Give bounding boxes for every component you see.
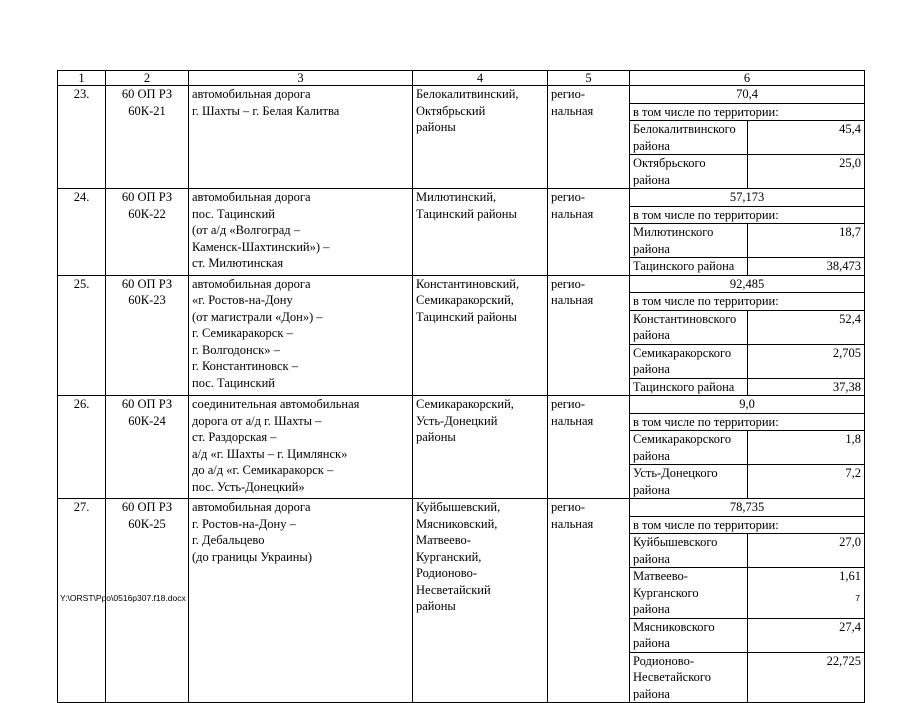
- page-number: 7: [855, 593, 860, 603]
- road-length-cell: [630, 275, 865, 396]
- district-label: Мясниковского района: [630, 618, 747, 652]
- length-breakdown: [630, 396, 864, 498]
- territory-caption: в том числе по территории:: [630, 206, 864, 224]
- table-row: [58, 189, 865, 276]
- road-type: регио- нальная: [548, 499, 630, 703]
- road-code: 60 ОП РЗ 60К-22: [106, 189, 189, 276]
- table-row: [58, 396, 865, 499]
- road-type: регио- нальная: [548, 86, 630, 189]
- district-length: 18,7: [747, 224, 864, 258]
- district-length: 38,473: [747, 258, 864, 275]
- territory-caption: в том числе по территории:: [630, 516, 864, 534]
- header-cell: 5: [548, 71, 630, 86]
- total-length: 78,735: [630, 499, 864, 516]
- road-name: автомобильная дорога «г. Ростов-на-Дону (от магистрали «Дон») – г. Семикаракорск – г. Волгодонск» – г. Константиновск – пос. Тацинский: [189, 275, 413, 396]
- table-row: [58, 275, 865, 396]
- footer-file-path: Y:\ORST\Ppo\0516p307.f18.docx: [60, 593, 186, 603]
- district-label: Октябрьского района: [633, 156, 706, 187]
- total-length: 9,0: [630, 396, 864, 413]
- road-length-cell: [630, 396, 865, 499]
- road-name: автомобильная дорога г. Ростов-на-Дону – г. Дебальцево (до границы Украины): [189, 499, 413, 703]
- road-code: 60 ОП РЗ 60К-24: [106, 396, 189, 499]
- district-length: 1,61: [747, 568, 864, 619]
- district-label: Тацинского района: [633, 259, 735, 273]
- district-length: 27,0: [747, 534, 864, 568]
- territory-caption: в том числе по территории:: [630, 413, 864, 431]
- district-length: 7,2: [747, 465, 864, 499]
- road-name: автомобильная дорога пос. Тацинский (от а/д «Волгоград – Каменск-Шахтинский») – ст. Милютинская: [189, 189, 413, 276]
- road-name: соединительная автомобильная дорога от а/д г. Шахты – ст. Раздорская – а/д «г. Шахты – г. Цимлянск» до а/д «г. Семикаракорск – пос. Усть-Донецкий»: [189, 396, 413, 499]
- district-length: 45,4: [747, 121, 864, 155]
- road-name: автомобильная дорога г. Шахты – г. Белая Калитва: [189, 86, 413, 189]
- road-type: регио- нальная: [548, 396, 630, 499]
- road-length-cell: [630, 499, 865, 703]
- district-length: 25,0: [747, 155, 864, 189]
- road-districts: Милютинский, Тацинский районы: [413, 189, 548, 276]
- district-label: Константиновского района: [630, 310, 747, 344]
- district-length: 52,4: [747, 310, 864, 344]
- district-label: Семикаракорского района: [630, 431, 747, 465]
- header-cell: 2: [106, 71, 189, 86]
- district-label: Усть-Донецкого района: [633, 466, 718, 497]
- road-districts: Семикаракорский, Усть-Донецкий районы: [413, 396, 548, 499]
- roads-table: [57, 70, 865, 703]
- territory-caption: в том числе по территории:: [630, 103, 864, 121]
- length-breakdown: [630, 189, 864, 275]
- row-number: 26.: [58, 396, 106, 499]
- length-breakdown: [630, 276, 864, 396]
- road-code: 60 ОП РЗ 60К-25: [106, 499, 189, 703]
- territory-caption: в том числе по территории:: [630, 293, 864, 311]
- district-length: 27,4: [747, 618, 864, 652]
- row-number: 27.: [58, 499, 106, 703]
- district-length: 22,725: [747, 652, 864, 702]
- road-type: регио- нальная: [548, 275, 630, 396]
- header-cell: 3: [189, 71, 413, 86]
- length-breakdown: [630, 86, 864, 188]
- row-number: 23.: [58, 86, 106, 189]
- road-code: 60 ОП РЗ 60К-23: [106, 275, 189, 396]
- length-breakdown: [630, 499, 864, 702]
- header-cell: 1: [58, 71, 106, 86]
- road-length-cell: [630, 189, 865, 276]
- header-row: [58, 71, 865, 86]
- header-cell: 4: [413, 71, 548, 86]
- district-label: Родионово-Несветайского района: [633, 653, 711, 701]
- district-label: Матвеево-Курганского района: [630, 568, 747, 619]
- total-length: 70,4: [630, 86, 864, 103]
- header-cell: 6: [630, 71, 865, 86]
- road-code: 60 ОП РЗ 60К-21: [106, 86, 189, 189]
- district-length: 37,38: [747, 378, 864, 395]
- district-label: Куйбышевского района: [630, 534, 747, 568]
- road-districts: Константиновский, Семикаракорский, Тацинский районы: [413, 275, 548, 396]
- district-label: Милютинского района: [630, 224, 747, 258]
- total-length: 92,485: [630, 276, 864, 293]
- district-label: Семикаракорского района: [630, 344, 747, 378]
- district-length: 1,8: [747, 431, 864, 465]
- road-length-cell: [630, 86, 865, 189]
- road-type: регио- нальная: [548, 189, 630, 276]
- road-districts: Белокалитвинский, Октябрьский районы: [413, 86, 548, 189]
- district-label: Тацинского района: [633, 379, 735, 394]
- total-length: 57,173: [630, 189, 864, 206]
- row-number: 24.: [58, 189, 106, 276]
- table-row: [58, 86, 865, 189]
- road-districts: Куйбышевский, Мясниковский, Матвеево- Курганский, Родионово- Несветайский районы: [413, 499, 548, 703]
- row-number: 25.: [58, 275, 106, 396]
- district-label: Белокалитвинского района: [630, 121, 747, 155]
- district-length: 2,705: [747, 344, 864, 378]
